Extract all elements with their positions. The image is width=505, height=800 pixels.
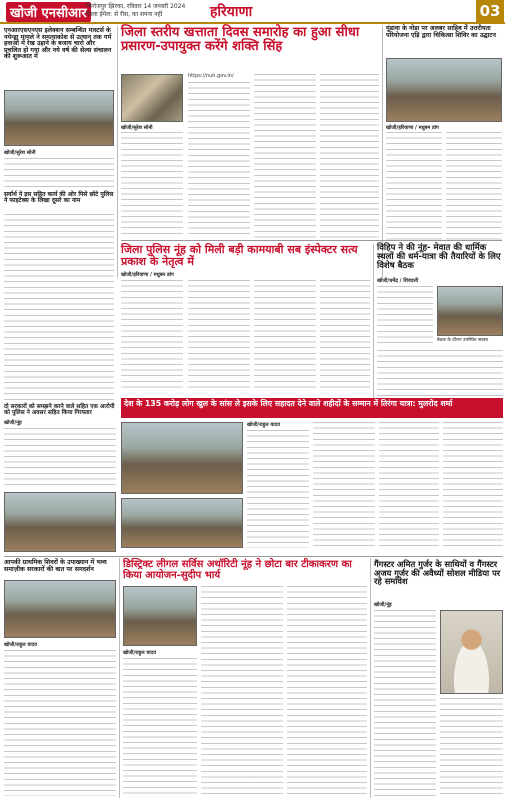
section-title: हरियाणा [210,4,253,20]
mid-body-col1 [121,280,183,388]
main-body-col1 [121,132,183,238]
right-bottom-body-col1 [374,610,436,796]
mid-byline: खोजी/हरियाणा / मधुबन डांग [121,272,174,278]
left-top-byline: खोजी/सुरेश सोनी [4,150,36,156]
mid-headline: जिला पुलिस नूंह को मिली बड़ी कामयाबी सब इंस्पेक्टर सत्य प्रकाश के नेतृत्व में [121,243,358,268]
mid-right-caption: बैठक के दौरान उपस्थित सदस्य [437,338,488,343]
left-bottom-headline: आपकी ग्राथमिक शिवरों के उपाख्यान में भव्य समाज़ीक सरकारों की बात पर समदर्शन [4,559,107,573]
banner-photo-bottom [121,498,243,548]
right-bottom-portrait [440,610,503,694]
banner-photo-left [121,422,243,494]
left-top-body-2 [4,214,114,400]
mid-body-col2 [188,280,250,388]
center-bottom-body-col1 [123,658,197,796]
right-top-headline: मुंडावा के नोडा पर अलबर साहिब में उत्तरीयता परियोजना एड़ि द्वारा चिकित्सा शिविर का उद्घाटन [386,25,496,39]
banner-body-col2 [313,422,375,548]
main-photo [121,74,183,122]
left-top-photo [4,90,114,146]
section-divider [4,556,503,557]
right-bottom-body-col2 [440,698,503,796]
left-mid-body [4,428,116,488]
left-mid-byline: खोजी/नूंह [4,420,22,426]
mid-right-photo [437,286,503,336]
main-website: https://nuh.gov.in/ [188,73,234,79]
right-top-body-col2 [446,132,502,240]
dateline: फिरोजपुर झिरका, रविवार 14 जनवरी 2024 [86,3,186,10]
mid-right-headline: विहिप ने की नूंह- मेवात की धार्मिक स्थलों की धर्म-यात्रा की तैयारियों के लिए विशेष बैठक [377,243,501,271]
banner-headline: देश के 135 करोड़ लोग खुल के सांस ले इसके लिए सहादत देने वाले शहीदों के सम्मान में तिरंगा यात्रा: मुलरोद शर्मा [121,398,503,418]
column-divider [117,26,118,278]
center-bottom-body-col2 [201,586,283,796]
center-bottom-byline: खोजी/राहुल यादव [123,650,156,656]
center-bottom-headline: डिस्ट्रिक्ट लीगल सर्विस अथॉरिटी नूंह ने छोटा बार टीकाकरण का किया आयोजन-सुदीप भार्य [123,559,352,581]
right-bottom-headline: गैंगस्टर अमित गुर्जर के साथियों व गैंगस्टर अजय गुर्जर की अवैध्यों सोशल मीडिया पर रहे समावेश [374,559,501,587]
main-headline: जिला स्तरीय खत्ताता दिवस समारोह का हुआ सीधा प्रसारण-उपायुक्त करेंगे शक्ति सिंह [121,25,360,54]
mid-right-byline: खोजी/धमेंद्र / शिवदत्ती [377,278,419,284]
banner-body-col1 [247,430,309,548]
mid-body-col4 [320,280,370,388]
banner-byline: खोजी/राहुल यादव [247,422,280,428]
column-divider [370,558,371,798]
main-byline: खोजी/सुरेश सोनी [121,125,153,131]
left-bottom-byline: खोजी/राहुल यादव [4,642,37,648]
right-bottom-byline: खोजी/नूंह [374,602,392,608]
left-top-headline: एनआरएसएनएस इलेक्शन सम्बन्धित मास्टर्स के नयेन्ड्रा मामले ने समत्याकोश से उत्थान तक गर्म हवाओं में रेख उड़ाने के बजाय चारो और प्रचलित हो गया और नये वर्ष की सेल्स संचालन की शुरूआत में [4,27,112,61]
left-mid-subhead: दो सरकारों को समझने करने वाले सहित एक आरोपी को पुलिस ने अवसर सहित किया गिरफ्तार [4,404,115,417]
banner-body-col3 [379,422,439,548]
mid-right-body-col2 [377,350,503,396]
mid-right-body-col1 [377,286,433,346]
left-top-subhead: सर्वार्थ ने इस सहित कार्य की ओर पिसे छोटे पुलिस ने फाइटेक्स के लिखा दूसरे का नाम [4,191,114,205]
right-top-photo [386,58,502,122]
main-body-col4 [320,74,379,238]
mid-body-col3 [254,280,316,388]
main-body-col3 [254,74,316,238]
right-top-byline: खोजी/हरियाणा / मधुबन डांग [386,125,439,131]
masthead-meta [86,3,216,19]
left-top-body [4,158,114,190]
newspaper-logo: खोजी एनसीआर [6,2,91,22]
column-divider [119,558,120,798]
section-divider [121,240,502,241]
main-body-col2 [188,82,250,238]
center-bottom-photo [123,586,197,646]
left-bottom-body [4,650,116,796]
column-divider [373,244,374,404]
left-bottom-photo-2 [4,580,116,638]
page-number: 03 [476,0,504,22]
tagline: ज़िला ईमेल: से रीस, का सपना नहीं [86,11,163,18]
left-bottom-photo [4,492,116,552]
center-bottom-body-col3 [287,586,367,796]
right-top-body-col1 [386,132,442,240]
banner-body-col4 [443,422,503,548]
